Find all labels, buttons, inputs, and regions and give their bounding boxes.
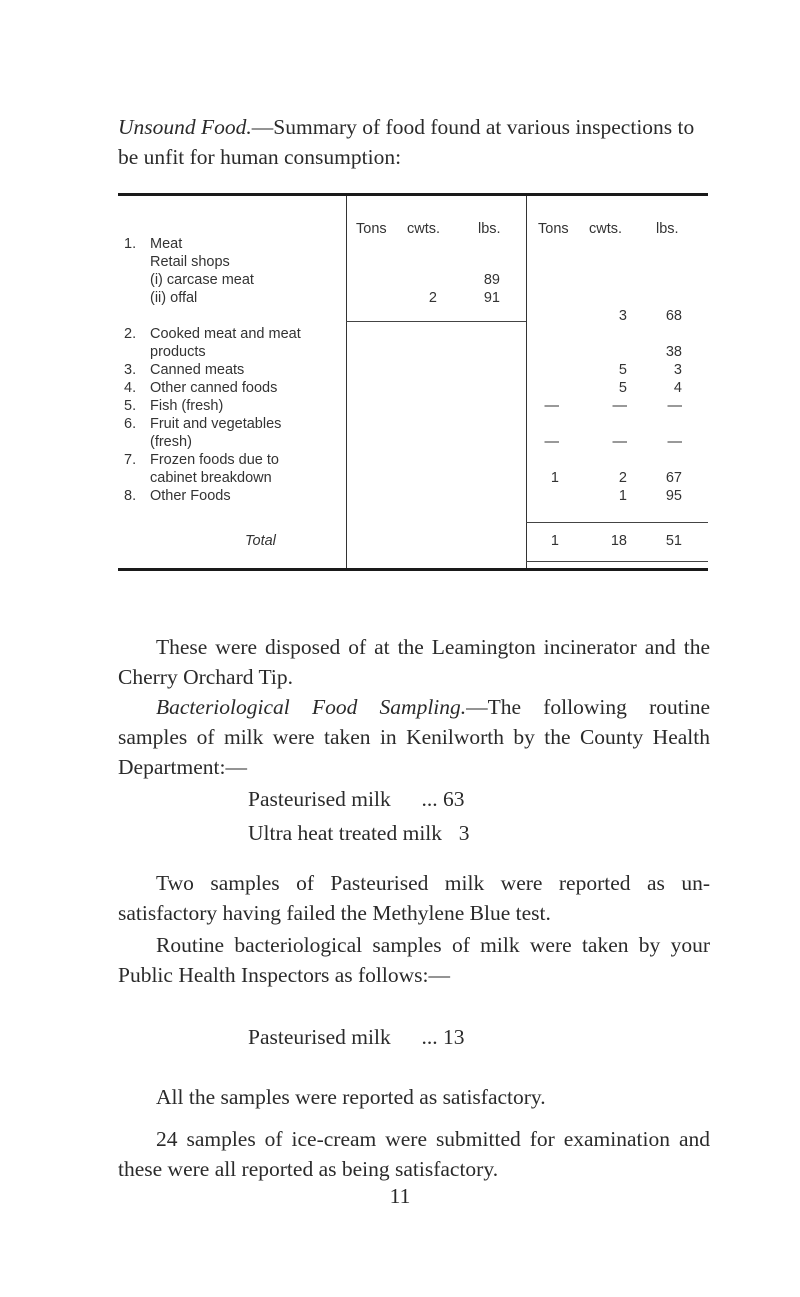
routine-paragraph: Routine bacteriological samples of milk were taken by your Public Health Inspectors as follows:— bbox=[118, 933, 710, 987]
total-label: Total bbox=[245, 533, 276, 549]
unsatisfactory-paragraph: Two samples of Pasteurised milk were reported as un- satisfactory having failed the Methylene Blue test. bbox=[118, 871, 710, 925]
meat-subtotal-rule bbox=[346, 321, 526, 322]
row-lbs: 4 bbox=[673, 380, 682, 396]
row-num: 7. bbox=[124, 452, 137, 468]
sampling-title: Bacteriological Food Sampling. bbox=[156, 695, 467, 719]
total-tons: 1 bbox=[550, 533, 559, 549]
carcase-label: (i) carcase meat bbox=[150, 272, 254, 288]
row-label: Other Foods bbox=[150, 488, 231, 504]
header-cwts-2: cwts. bbox=[589, 221, 623, 237]
meat-sub-label: Retail shops bbox=[150, 254, 230, 270]
row-num: 4. bbox=[124, 380, 137, 396]
row-cwts: 5 bbox=[618, 380, 627, 396]
row-lbs: — bbox=[667, 398, 682, 414]
row-cwts: 5 bbox=[618, 362, 627, 378]
row-label: Fruit and vegetables bbox=[150, 416, 282, 432]
intro-paragraph bbox=[118, 112, 718, 172]
row-tons: — bbox=[544, 434, 559, 450]
table-divider-1 bbox=[346, 196, 347, 568]
intro-title: Unsound Food. bbox=[118, 115, 252, 139]
row-cwts: — bbox=[612, 434, 627, 450]
intro-text: —Summary of food found at various inspections to be unfit for human consumption: bbox=[118, 115, 695, 169]
row-num: 3. bbox=[124, 362, 137, 378]
disposal-paragraph: These were disposed of at the Leamington incinerator and the Cherry Orchard Tip. bbox=[118, 635, 710, 689]
table-bottom-rule bbox=[118, 568, 708, 571]
ice-cream-paragraph: 24 samples of ice-cream were submitted for examination and these were all reported as being satisfactory. bbox=[118, 1127, 710, 1181]
sampling-paragraph bbox=[118, 692, 710, 782]
row-lbs: 67 bbox=[665, 470, 682, 486]
total-rule-top bbox=[526, 522, 708, 523]
header-tons-2: Tons bbox=[538, 221, 569, 237]
list-item-value: 63 bbox=[442, 787, 465, 811]
row-lbs: — bbox=[667, 434, 682, 450]
row-label: Cooked meat and meat bbox=[150, 326, 301, 342]
row-num: 8. bbox=[124, 488, 137, 504]
row-cwts: 2 bbox=[618, 470, 627, 486]
offal-label: (ii) offal bbox=[150, 290, 198, 306]
row-num: 2. bbox=[124, 326, 137, 342]
table-top-rule bbox=[118, 193, 708, 196]
row-num: 5. bbox=[124, 398, 137, 414]
row-label-cont: cabinet breakdown bbox=[150, 470, 272, 486]
row-label: Other canned foods bbox=[150, 380, 278, 396]
header-cwts-1: cwts. bbox=[407, 221, 441, 237]
meat-total-cwts: 3 bbox=[618, 308, 627, 324]
row-label-cont: (fresh) bbox=[150, 434, 192, 450]
list-item bbox=[248, 1022, 464, 1052]
row-label-cont: products bbox=[150, 344, 206, 360]
sampling-text: —The following routine samples of milk were taken in Kenilworth by the County Health Department:— bbox=[118, 695, 710, 779]
header-lbs-2: lbs. bbox=[656, 221, 679, 237]
row-label: Canned meats bbox=[150, 362, 245, 378]
row-label: Fish (fresh) bbox=[150, 398, 224, 414]
offal-lbs: 91 bbox=[483, 290, 500, 306]
row-label: Frozen foods due to bbox=[150, 452, 279, 468]
meat-num: 1. bbox=[124, 236, 137, 252]
list-item-value: 13 bbox=[442, 1025, 465, 1049]
list-item-label: Pasteurised milk bbox=[248, 787, 391, 811]
carcase-lbs: 89 bbox=[483, 272, 500, 288]
offal-cwts: 2 bbox=[428, 290, 437, 306]
list-item-dots: ... bbox=[421, 787, 438, 811]
list-item bbox=[248, 784, 464, 814]
row-lbs: 38 bbox=[665, 344, 682, 360]
row-lbs: 95 bbox=[665, 488, 682, 504]
list-item-dots: ... bbox=[421, 1025, 438, 1049]
row-cwts: — bbox=[612, 398, 627, 414]
header-lbs-1: lbs. bbox=[478, 221, 501, 237]
list-item bbox=[248, 818, 470, 848]
header-tons-1: Tons bbox=[356, 221, 387, 237]
total-lbs: 51 bbox=[665, 533, 682, 549]
satisfactory-paragraph: All the samples were reported as satisfactory. bbox=[156, 1085, 546, 1109]
meat-label: Meat bbox=[150, 236, 183, 252]
table-divider-2 bbox=[526, 196, 527, 568]
list-item-label: Pasteurised milk bbox=[248, 1025, 391, 1049]
page-number: 11 bbox=[389, 1184, 411, 1208]
row-tons: 1 bbox=[550, 470, 559, 486]
row-num: 6. bbox=[124, 416, 137, 432]
row-cwts: 1 bbox=[618, 488, 627, 504]
total-cwts: 18 bbox=[610, 533, 627, 549]
row-tons: — bbox=[544, 398, 559, 414]
meat-total-lbs: 68 bbox=[665, 308, 682, 324]
total-rule-bottom bbox=[526, 561, 708, 562]
row-lbs: 3 bbox=[673, 362, 682, 378]
list-item-label: Ultra heat treated milk bbox=[248, 821, 443, 845]
list-item-value: 3 bbox=[458, 821, 470, 845]
